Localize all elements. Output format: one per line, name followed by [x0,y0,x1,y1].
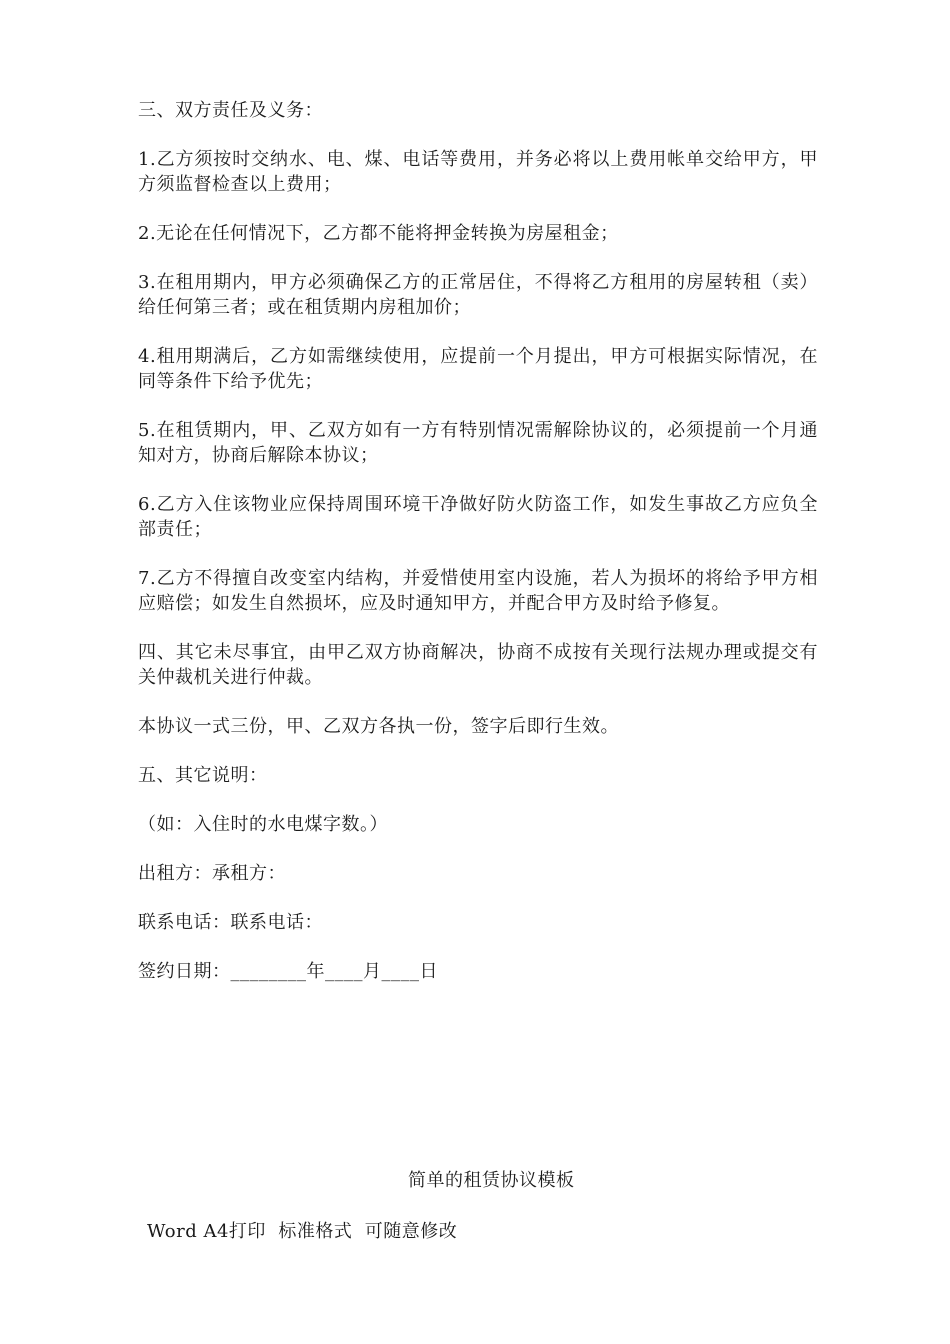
section-heading-notes: 五、其它说明： [138,765,268,786]
footer-title: 简单的租赁协议模板 [408,1170,575,1191]
clause-6: 6.乙方入住该物业应保持周围环境干净做好防火防盗工作，如发生事故乙方应负全部责任； [138,494,818,540]
signing-date-line: 签约日期：________年____月____日 [138,961,438,982]
section-other-matters: 四、其它未尽事宜，由甲乙双方协商解决，协商不成按有关现行法规办理或提交有关仲裁机关进行仲裁。 [138,642,818,688]
clause-7: 7.乙方不得擅自改变室内结构，并爱惜使用室内设施，若人为损坏的将给予甲方相应赔偿；如发生自然损坏，应及时通知甲方，并配合甲方及时给予修复。 [138,568,818,614]
parties-line: 出租方：承租方： [138,863,286,884]
copies-statement: 本协议一式三份，甲、乙双方各执一份，签字后即行生效。 [138,716,619,737]
footer-note: Word A4打印 标准格式 可随意修改 [147,1221,458,1242]
clause-1: 1.乙方须按时交纳水、电、煤、电话等费用，并务必将以上费用帐单交给甲方，甲方须监督检查以上费用； [138,149,818,195]
section-heading-responsibilities: 三、双方责任及义务： [138,100,323,121]
clause-4: 4.租用期满后，乙方如需继续使用，应提前一个月提出，甲方可根据实际情况，在同等条件下给予优先； [138,346,818,392]
clause-5: 5.在租赁期内，甲、乙双方如有一方有特别情况需解除协议的，必须提前一个月通知对方，协商后解除本协议； [138,420,818,466]
document-body [138,98,818,1008]
clause-3: 3.在租用期内，甲方必须确保乙方的正常居住，不得将乙方租用的房屋转租（卖）给任何第三者；或在租赁期内房租加价； [138,272,818,318]
phone-line: 联系电话：联系电话： [138,912,323,933]
notes-example: （如：入住时的水电煤字数。） [138,814,388,835]
clause-2: 2.无论在任何情况下，乙方都不能将押金转换为房屋租金； [138,223,619,244]
